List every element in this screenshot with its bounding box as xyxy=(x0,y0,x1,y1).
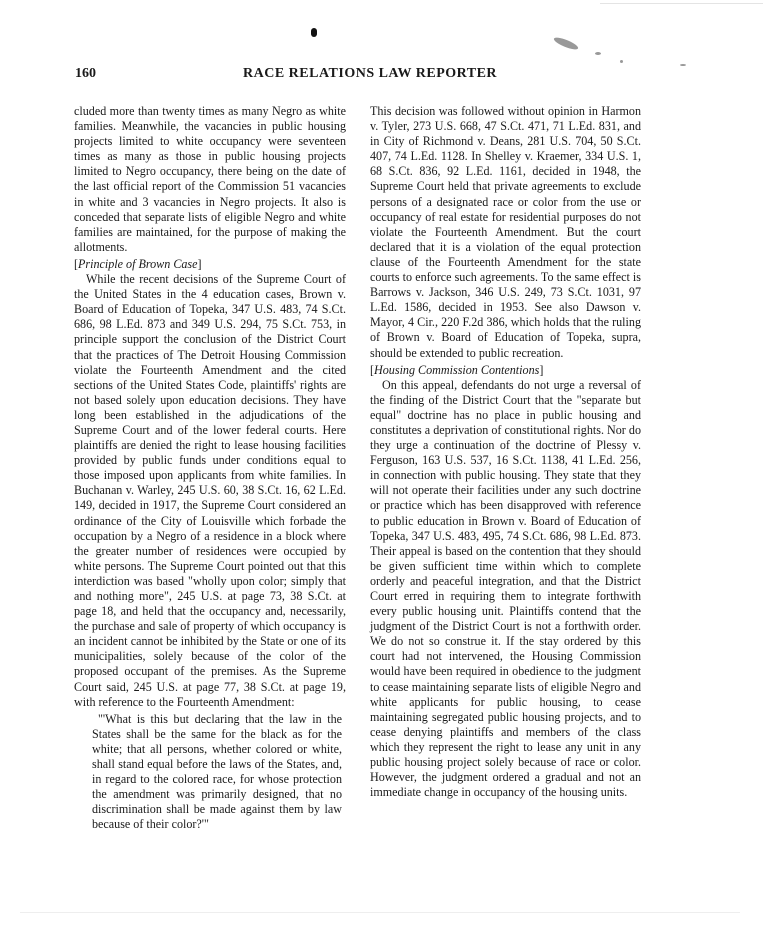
heading-text: Principle of Brown Case xyxy=(78,256,198,271)
heading-bracket: [ xyxy=(370,362,375,377)
paragraph: While the recent decisions of the Supreme Court of the United States in the 4 education cases, Brown v. Board of Education of Topeka, 347 U.S. 483, 74 S.Ct. 686, 98 L.Ed. 873 and 349 U.S. 294, 75 S.Ct. 753, in principle support the conclusion of the District Court that the practices of The Detroit Housing Commission violate the Fourteenth Amendment and the cited sections of the United States Code, plaintiffs' rights are not based solely upon education decisions. They have long been established in the adjudications of the Supreme Court and of the lower federal courts. Here plaintiffs are denied the right to lease housing facilities provided by public funds under conditions equal to those imposed upon applicants from white families. In Buchanan v. Warley, 245 U.S. 60, 38 S.Ct. 16, 62 L.Ed. 149, decided in 1917, the Supreme Court considered an ordinance of the City of Louisville which forbade the occupation by a Negro of a residence in a block where the greater number of residences were occupied by white persons. The Supreme Court pointed out that this interdiction was based "wholly upon color; simply that and nothing more", 245 U.S. at page 73, 38 S.Ct. at page 18, and held that the occupancy and, necessarily, the purchase and sale of property of which occupancy is an incident cannot be inhibited by the State or one of its municipalities, solely because of the color of the proposed occupant of the premises. As the Supreme Court said, 245 U.S. at page 77, 38 S.Ct. at page 19, with reference to the Fourteenth Amendment: xyxy=(74,272,346,709)
scan-mark-dot xyxy=(311,28,317,37)
heading-bracket: [ xyxy=(74,256,79,271)
section-heading xyxy=(370,363,641,378)
scan-smudge xyxy=(553,35,580,51)
paragraph: This decision was followed without opinion in Harmon v. Tyler, 273 U.S. 668, 47 S.Ct. 471, 71 L.Ed. 831, and in City of Richmond v. Deans, 281 U.S. 704, 50 S.Ct. 407, 74 L.Ed. 1128. In Shelley v. Kraemer, 334 U.S. 1, 68 S.Ct. 836, 92 L.Ed. 1161, decided in 1948, the Supreme Court held that private agreements to exclude persons of a designated race or color from the use or occupancy of real estate for residential purposes do not violate the Fourteenth Amendment. But the court declared that it is a violation of the equal protection clause of the Fourteenth Amendment for the state courts to enforce such agreements. To the same effect is Barrows v. Jackson, 346 U.S. 249, 73 S.Ct. 1031, 97 L.Ed. 1586, decided in 1953. See also Dawson v. Mayor, 4 Cir., 220 F.2d 386, which holds that the ruling of Brown v. Board of Education of Topeka, supra, should be extended to public recreation. xyxy=(370,104,641,360)
heading-text: Housing Commission Contentions xyxy=(374,362,540,377)
left-column xyxy=(74,104,346,833)
running-head: RACE RELATIONS LAW REPORTER xyxy=(243,66,498,81)
section-heading xyxy=(74,257,346,272)
scan-smudge xyxy=(595,52,601,55)
scan-edge-top xyxy=(600,3,763,4)
paragraph: cluded more than twenty times as many Negro as white families. Meanwhile, the vacancies in public housing projects limited to white occupancy were seventeen times as many as those in public housing projects limited to Negro occupancy, there being on the date of the last official report of the Commission 51 vacancies in white and 3 vacancies in Negro projects. It also is conceded that separate lists of eligible Negro and white families are maintained, for the purpose of making the allotments. xyxy=(74,104,346,254)
scan-smudge xyxy=(680,64,686,66)
heading-bracket: ] xyxy=(539,362,544,377)
paragraph: On this appeal, defendants do not urge a reversal of the finding of the District Court that the "separate but equal" doctrine has no place in public housing and constitutes a deprivation of constitutional rights. Nor do they urge a continuation of the doctrine of Plessy v. Ferguson, 163 U.S. 537, 16 S.Ct. 1138, 41 L.Ed. 256, in connection with public housing. They state that they will not operate their facilities under any such doctrine or practice which has been disapproved with reference to public education in Brown v. Board of Education of Topeka, 347 U.S. 483, 495, 74 S.Ct. 686, 98 L.Ed. 873. Their appeal is based on the contention that they should be given sufficient time within which to complete orderly and peaceful integration, and that the District Court erred in requiring them to integrate forthwith every public housing unit. Plaintiffs contend that the judgment of the District Court is not a forthwith order. We do not so construe it. If the stay ordered by this court had not intervened, the Housing Commission would have been required in obedience to the judgment to cease maintaining separate lists of eligible Negro and white applicants for public housing, to cease maintaining segregated public housing projects, and to cease denying plaintiffs and members of the class which they represent the right to lease any unit in any public housing project solely because of race or color. However, the judgment ordered a gradual and not an immediate change in occupancy of the housing units. xyxy=(370,377,641,800)
scan-edge-bottom xyxy=(20,912,740,913)
heading-bracket: ] xyxy=(197,256,202,271)
scan-smudge xyxy=(620,60,623,63)
right-column xyxy=(370,104,641,800)
page-number: 160 xyxy=(75,66,96,81)
block-quote: "'What is this but declaring that the law in the States shall be the same for the black as for the white; that all persons, whether colored or white, shall stand equal before the laws of the States, and, in regard to the colored race, for whose protection the amendment was primarily designed, that no discrimination shall be made against them by law because of their color?'" xyxy=(92,711,342,832)
